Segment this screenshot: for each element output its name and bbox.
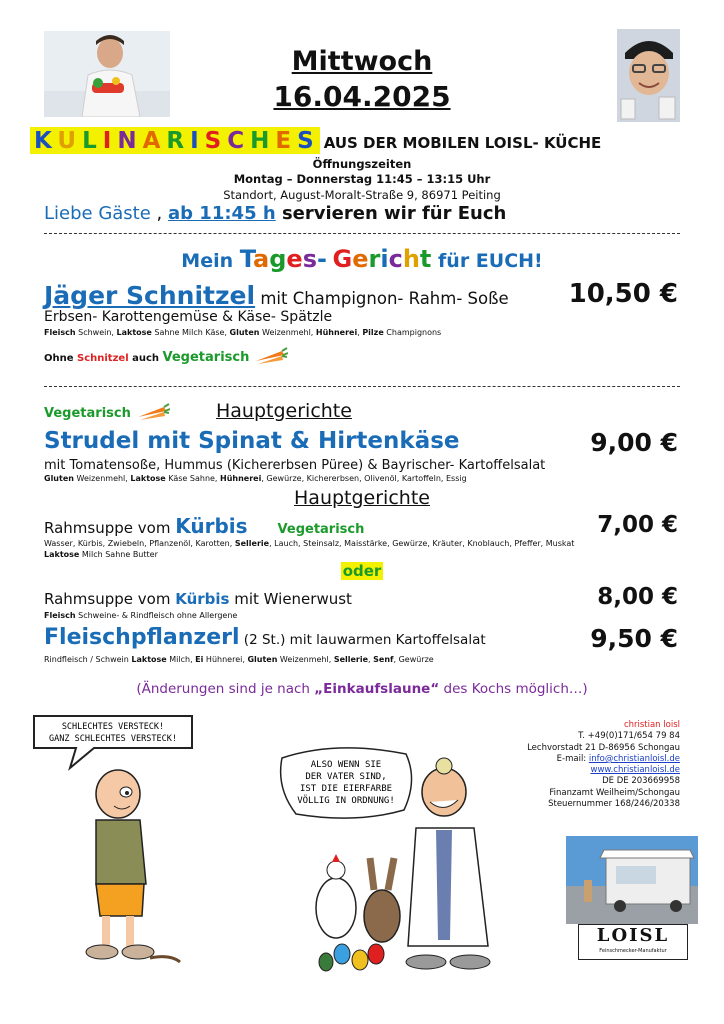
- contact-phone: T. +49(0)171/654 79 84: [578, 731, 680, 742]
- main1-dish: Strudel mit Spinat & Hirtenkäse: [44, 428, 460, 454]
- allergen-detail: , Lauch, Steinsalz, Maisstärke, Gewürze, Kräuter, Knoblauch, Pfeffer, Muskat: [269, 539, 575, 548]
- soup2-price: 8,00 €: [597, 584, 678, 610]
- main1-desc: mit Tomatensoße, Hummus (Kichererbsen Püree) & Bayrischer- Kartoffelsalat: [44, 458, 546, 473]
- cartoon-man: [30, 712, 200, 972]
- allergen-detail: Schwein,: [75, 328, 117, 337]
- allergen-detail: Champignons: [383, 328, 442, 337]
- tages-letter: s: [302, 245, 317, 273]
- main1-heading: Hauptgerichte: [216, 400, 352, 422]
- allergen-detail: Weizenmehl,: [277, 655, 334, 664]
- soup2-name: Kürbis: [175, 590, 230, 608]
- note-prefix: (Änderungen sind je nach: [136, 681, 315, 697]
- soup1-veg: Vegetarisch: [277, 522, 365, 537]
- tagesgericht-price: 10,50 €: [568, 279, 678, 309]
- greeting-time: ab 11:45 h: [168, 203, 276, 224]
- greeting-sep: ,: [150, 203, 168, 224]
- main1-veg-line: [44, 402, 170, 423]
- soup1-prefix: Rahmsuppe vom: [44, 519, 176, 537]
- tages-letter: -: [316, 245, 327, 273]
- soup2-line: [44, 589, 352, 608]
- allergen-detail: Rindfleisch / Schwein: [44, 655, 132, 664]
- bubble2-line4: VÖLLIG IN ORDNUNG!: [297, 796, 395, 806]
- pflanzerl-name: Fleischpflanzerl: [44, 625, 240, 650]
- kulinarisches-letter: C: [227, 128, 251, 154]
- tages-wordmark: [240, 245, 327, 273]
- gericht-letter: e: [352, 245, 369, 273]
- date-title: 16.04.2025: [273, 80, 451, 113]
- contact-tax-number: Steuernummer 168/246/20338: [548, 799, 680, 810]
- divider: [44, 233, 680, 234]
- kulinarisches-letter: H: [250, 128, 276, 154]
- allergen-detail: Milch,: [166, 655, 196, 664]
- hours-text: Montag – Donnerstag 11:45 – 13:15 Uhr: [233, 172, 491, 186]
- contact-name: christian loisl: [623, 720, 680, 730]
- logo-text: LOISL: [596, 925, 670, 946]
- allergen-detail: Weizenmehl,: [73, 474, 131, 483]
- contact-email-line: [490, 754, 680, 765]
- kulinarisches-wordmark: [30, 127, 320, 154]
- loisl-logo: [578, 924, 688, 960]
- soup1-allergens-line2: [44, 550, 158, 559]
- ohne-schnitzel-line: [44, 346, 288, 367]
- kulinarisches-letter: I: [102, 128, 118, 154]
- soup1-allergens: [44, 539, 574, 548]
- oder-label: oder: [342, 562, 382, 580]
- note-bold: „Einkaufslaune“: [314, 681, 440, 697]
- main1-allergens: [44, 474, 467, 483]
- allergen-detail: ,: [368, 655, 374, 664]
- allergen-detail: , Gewürze: [393, 655, 434, 664]
- gericht-wordmark: [333, 245, 432, 273]
- pflanzerl-price: 9,50 €: [590, 624, 678, 653]
- allergen-name: Laktose: [116, 328, 152, 337]
- kulinarisches-letter: U: [57, 128, 83, 154]
- soup2-suffix: mit Wienerwust: [229, 590, 352, 608]
- bubble2-line3: IST DIE EIERFARBE: [299, 784, 393, 794]
- allergen-name: Gluten: [247, 655, 278, 664]
- kulinarisches-letter: A: [142, 128, 167, 154]
- ohne-text: Ohne: [44, 353, 78, 364]
- allergen-name: Laktose: [44, 550, 80, 559]
- main2-heading: Hauptgerichte: [294, 487, 430, 509]
- gericht-letter: c: [388, 245, 403, 273]
- schnitzel-text: Schnitzel: [77, 353, 129, 364]
- pflanzerl-line: [44, 625, 486, 650]
- dish-rest: mit Champignon- Rahm- Soße: [255, 289, 509, 308]
- allergen-detail: Käse Sahne,: [165, 474, 221, 483]
- kulinarisches-letter: I: [190, 128, 205, 154]
- allergen-name: Pilze: [362, 328, 384, 337]
- allergen-detail: Hühnerei,: [203, 655, 248, 664]
- allergen-detail: ,: [357, 328, 363, 337]
- kulinarisches-letter: K: [34, 128, 58, 154]
- auch-text: auch: [128, 353, 163, 364]
- kulinarisches-letter: S: [204, 128, 228, 154]
- day-title: Mittwoch: [291, 46, 433, 77]
- tages-letter: e: [286, 245, 303, 273]
- soup1-price: 7,00 €: [597, 512, 678, 538]
- tages-fuer: für EUCH!: [431, 250, 543, 272]
- contact-vat: DE DE 203669958: [602, 776, 680, 787]
- allergen-name: Laktose: [130, 474, 166, 483]
- kulinarisches-letter: L: [82, 128, 103, 154]
- kulinarisches-letter: N: [117, 128, 143, 154]
- allergen-detail: Schweine- & Rindfleisch ohne Allergene: [75, 611, 238, 620]
- oder-wrap: [0, 561, 724, 580]
- tages-letter: T: [239, 245, 254, 273]
- soup1-line: [44, 514, 364, 538]
- email-label: E-mail:: [556, 753, 589, 764]
- tages-mein: Mein: [181, 250, 240, 272]
- allergen-name: Sellerie: [333, 655, 369, 664]
- logo-sub: Feinschmecker-Manufaktur: [599, 948, 667, 954]
- greeting-line: [44, 203, 506, 224]
- gericht-letter: r: [368, 245, 381, 273]
- allergen-name: Gluten: [229, 328, 260, 337]
- allergen-name: Fleisch: [44, 328, 76, 337]
- allergen-name: Laktose: [131, 655, 167, 664]
- cartoon-doctor: [276, 740, 496, 976]
- soup2-allergens: [44, 611, 237, 620]
- contact-address: Lechvorstadt 21 D-86956 Schongau: [527, 742, 680, 753]
- brand-rest: AUS DER MOBILEN LOISL- KÜCHE: [323, 134, 602, 152]
- note-line: [0, 681, 724, 697]
- allergen-detail: , Gewürze, Kichererbsen, Olivenöl, Kartoffeln, Essig: [261, 474, 467, 483]
- allergen-name: Hühnerei: [220, 474, 262, 483]
- email-link[interactable]: info@christianloisl.de: [588, 753, 680, 764]
- gericht-letter: i: [380, 245, 389, 273]
- allergen-name: Gluten: [44, 474, 74, 483]
- allergen-name: Senf: [373, 655, 394, 664]
- contact-tax-office: Finanzamt Weilheim/Schongau: [549, 787, 680, 798]
- main1-price: 9,00 €: [590, 428, 678, 457]
- allergen-detail: Weizenmehl,: [259, 328, 316, 337]
- tages-letter: g: [269, 245, 287, 273]
- bubble2-line2: DER VATER SIND,: [305, 772, 387, 782]
- tagesgericht-dish: [44, 281, 509, 310]
- gericht-letter: h: [402, 245, 420, 273]
- tagesgericht-sides: Erbsen- Karottengemüse & Käse- Spätzle: [44, 309, 333, 325]
- greeting-suffix: servieren wir für Euch: [275, 203, 507, 224]
- tagesgericht-allergens: [44, 328, 441, 337]
- pflanzerl-rest: (2 St.) mit lauwarmen Kartoffelsalat: [239, 632, 486, 648]
- allergen-name: Ei: [195, 655, 204, 664]
- location-text: Standort, August-Moralt-Straße 9, 86971 Peiting: [223, 188, 501, 202]
- soup1-name: Kürbis: [175, 514, 248, 538]
- note-suffix: des Kochs möglich…): [439, 681, 588, 697]
- allergen-name: Fleisch: [44, 611, 76, 620]
- allergen-detail: Sahne Milch Käse,: [151, 328, 230, 337]
- brand-line: [30, 127, 601, 157]
- dish-name: Jäger Schnitzel: [44, 281, 256, 310]
- allergen-name: Hühnerei: [315, 328, 358, 337]
- kulinarisches-letter: E: [275, 128, 298, 154]
- greeting-prefix: Liebe Gäste: [44, 203, 151, 224]
- carrot-icon: [254, 347, 288, 367]
- web-link[interactable]: www.christianloisl.de: [590, 765, 680, 776]
- allergen-detail: Milch Sahne Butter: [79, 550, 158, 559]
- foodtruck-illustration: [566, 836, 698, 924]
- hours-title: Öffnungszeiten: [312, 157, 412, 171]
- allergen-name: Sellerie: [234, 539, 270, 548]
- tages-letter: a: [253, 245, 270, 273]
- tagesgericht-title: [0, 245, 724, 273]
- bubble1-line2: GANZ SCHLECHTES VERSTECK!: [49, 734, 177, 744]
- gericht-letter: t: [419, 245, 432, 273]
- kulinarisches-letter: R: [166, 128, 191, 154]
- bubble2-line1: ALSO WENN SIE: [310, 760, 382, 770]
- kulinarisches-letter: S: [297, 128, 320, 154]
- soup2-prefix: Rahmsuppe vom: [44, 590, 176, 608]
- contact-block: [490, 720, 680, 810]
- vegetarisch-label: Vegetarisch: [162, 350, 250, 365]
- bubble1-line1: SCHLECHTES VERSTECK!: [61, 722, 165, 732]
- vegetarisch-label: Vegetarisch: [44, 406, 131, 421]
- allergen-detail: Wasser, Kürbis, Zwiebeln, Pflanzenöl, Karotten,: [44, 539, 235, 548]
- gericht-letter: G: [332, 245, 353, 273]
- foodtruck-photo: [566, 836, 698, 924]
- pflanzerl-allergens: [44, 655, 434, 664]
- divider: [44, 386, 680, 387]
- carrot-icon: [136, 403, 170, 423]
